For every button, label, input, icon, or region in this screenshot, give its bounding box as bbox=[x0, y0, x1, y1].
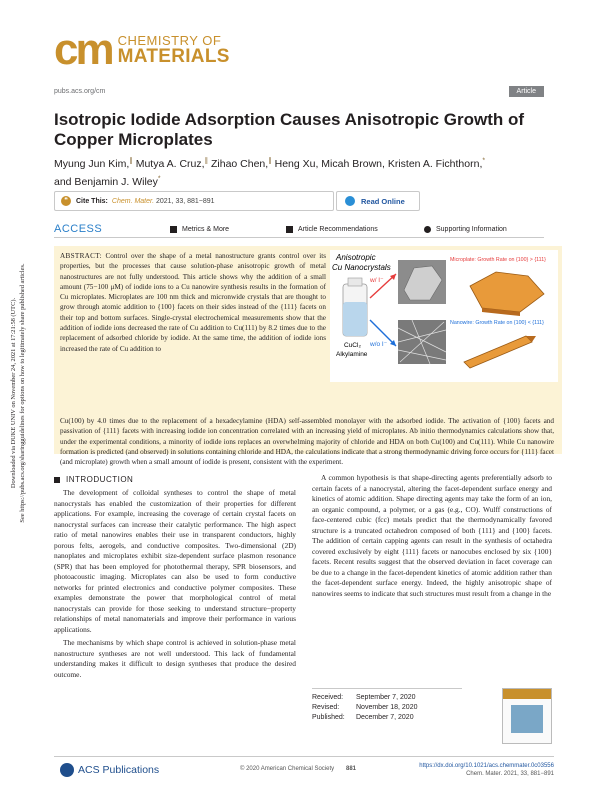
doi-link[interactable]: https://dx.doi.org/10.1021/acs.chemmater.0c03556 bbox=[419, 763, 554, 769]
introduction-heading: INTRODUCTION bbox=[54, 475, 133, 484]
reagent-label-1: CuCl₂ bbox=[344, 342, 361, 349]
access-bar bbox=[54, 223, 544, 238]
cite-this-box[interactable] bbox=[54, 191, 334, 211]
logo-line-1: CHEMISTRY OF bbox=[117, 33, 222, 48]
logo-mark: cm bbox=[54, 25, 112, 74]
reagent-label-2: Alkylamine bbox=[336, 351, 368, 358]
acs-publications-logo[interactable]: ACS Publications bbox=[60, 763, 159, 777]
doi-block bbox=[419, 762, 554, 778]
abstract-text-left: ABSTRACT: Control over the shape of a metal nanostructure grants control over its properties, but the processes that cause solution-phase anisotropic growth of metal nanostructures are not fully understood. This article shows why the addition of a small amount (75−100 μM) of iodide ions to a Cu nanowire synthesis results in the formation of Cu microplates. Microplates are 100 nm thick and micronwide crystals that are thought to grow through atomic addition to {100} facets on their sides instead of the {111} facets on their top and bottom surfaces. Single-crystal electrochemical measurements show that the addition of iodide ions decreased the rate of Cu addition to Cu(111) by 8.2 times due to the replacement of adsorbed chloride by iodide. At the same time, the addition of iodide ions increased the rate of Cu addition to bbox=[60, 252, 327, 353]
section-bullet-icon bbox=[54, 477, 60, 483]
toc-graphic bbox=[330, 250, 558, 382]
header-row bbox=[54, 86, 544, 98]
logo-wordmark bbox=[118, 33, 230, 65]
without-iodide-label: w/o I⁻ bbox=[370, 341, 388, 348]
author[interactable]: and Benjamin J. Wiley* bbox=[54, 175, 161, 188]
metrics-link[interactable]: Metrics & More bbox=[170, 226, 229, 233]
acs-logo-icon bbox=[60, 763, 74, 777]
journal-logo[interactable] bbox=[54, 25, 230, 74]
toc-heading-1: Anisotropic bbox=[336, 253, 376, 262]
toc-heading-2: Cu Nanocrystals bbox=[332, 263, 391, 272]
abstract-text-full: Cu(100) by 4.0 times due to the replacement of a hexadecylamine (HDA) self-assembled monolayer with the adsorbed iodide. The activation of {100} facets and passivation of {111} facets with increasing iodide ion concentration correlated with an increasing yield of microplates. Ab initio thermodynamics calculations show that, under the experimental conditions, a minority of iodide ions replaces an overwhelming majority of chloride and HDA on both Cu(100) and Cu(111). While Cu nanowire formation is predicted (and observed) in solutions containing chloride and HDA, the calculations indicate that a strong thermodynamic driving force occurs for {111} facet (and microplate) growth when a small amount of iodide is present, consistent with the experiment. bbox=[60, 417, 554, 467]
author[interactable]: Myung Jun Kim,∥ bbox=[54, 157, 133, 170]
flask-icon bbox=[343, 278, 367, 336]
document-icon bbox=[286, 226, 293, 233]
quote-icon: ❝ bbox=[61, 196, 71, 206]
author-list bbox=[54, 153, 554, 190]
globe-icon bbox=[345, 196, 355, 206]
supporting-info-link[interactable]: Supporting Information bbox=[424, 226, 507, 233]
page-number: 881 bbox=[346, 766, 357, 772]
journal-cover-thumbnail[interactable] bbox=[502, 688, 552, 744]
cite-label: Cite This: bbox=[76, 197, 108, 205]
cover-image bbox=[511, 705, 543, 733]
author[interactable]: Mutya A. Cruz,∥ bbox=[135, 157, 209, 170]
read-online-label: Read Online bbox=[361, 196, 405, 206]
access-label: ACCESS bbox=[54, 223, 103, 235]
nanowire-label: Nanowire: Growth Rate on {100} < {111} bbox=[450, 320, 544, 326]
intro-paragraph: The mechanisms by which shape control is achieved in solution-phase metal nanostructure syntheses are not well understood. This lack of fundamental understanding makes it difficult to design syntheses that produce the desired outcome. bbox=[54, 638, 296, 679]
copyright: © 2020 American Chemical Society bbox=[240, 766, 335, 772]
download-notice-line-1: Downloaded via DUKE UNIV on November 24, 2021 at 17:21:58 (UTC). bbox=[10, 297, 17, 489]
recommendations-link[interactable]: Article Recommendations bbox=[286, 226, 378, 233]
intro-paragraph: A common hypothesis is that shape-directing agents preferentially adsorb to certain facets of a nanocrystal, altering the facet-dependent surface energy and kinetics of atomic addition. Shape directing agents may take the form of an ion, an organic compound, a polymer, or a gas (e.g., CO). Wulff constructions of face-centered cubic (fcc) metals predict that the thermodynamically favored structure is a truncated octahedron composed of both {111} and {100} facets. The addition of certain capping agents can result in the synthesis of octahedra covered exclusively by eight {111} facets or nanocubes enclosed by six {100} facets. Recent results suggest that the observed deviation in facet coverage can be due to a change in the facet-dependent kinetics of atomic addition rather than the facet-dependent surface energy. Indeed, the highly anisotropic shape of nanowires seems to indicate that such structures must result from a change in the bbox=[312, 473, 552, 598]
microplate-label: Microplate: Growth Rate on {100} > {111} bbox=[450, 257, 546, 263]
download-notice bbox=[4, 213, 32, 573]
logo-line-2: MATERIALS bbox=[117, 46, 230, 67]
cover-header bbox=[503, 689, 551, 699]
article-type-badge: Article bbox=[509, 86, 544, 97]
article-title: Isotropic Iodide Adsorption Causes Anisotropic Growth of Copper Microplates bbox=[54, 110, 525, 149]
read-online-button[interactable] bbox=[336, 191, 420, 211]
author[interactable]: Zihao Chen,∥ bbox=[210, 157, 272, 170]
bar-chart-icon bbox=[170, 226, 177, 233]
intro-right-column bbox=[312, 473, 552, 599]
info-icon bbox=[424, 226, 431, 233]
date-row: Revised: November 18, 2020 bbox=[312, 704, 418, 711]
date-row: Received: September 7, 2020 bbox=[312, 694, 416, 701]
publication-dates bbox=[312, 688, 462, 723]
page-footer bbox=[54, 756, 554, 778]
date-row: Published: December 7, 2020 bbox=[312, 714, 414, 721]
journal-url[interactable]: pubs.acs.org/cm bbox=[54, 88, 106, 95]
download-notice-line-2[interactable]: See https://pubs.acs.org/sharingguidelines for options on how to legitimately share published articles. bbox=[19, 263, 26, 523]
cite-reference: Chem. Mater. 2021, 33, 881−891 bbox=[111, 197, 215, 205]
author[interactable]: Heng Xu, Micah Brown, Kristen A. Fichthorn,* bbox=[274, 157, 486, 170]
intro-paragraph: The development of colloidal syntheses to control the shape of metal nanocrystals has enabled the customization of their properties for different applications. For example, increasing the coverage of certain crystal facets on nanocrystal surfaces can increase their catalytic performance. The high aspect ratio of metal nanowires enables their use in transparent conductors, highly porous felts, aerogels, and conductive composites. Two-dimensional (2D) nanoplates and microplates exhibit size-dependent surface plasmon resonance (SPR) that has been employed for photothermal therapy, SPR biosensors, and photoacoustic imaging. Microplates can also be used to form conductive networks for printed electronics and conductive polymer composites. These examples demonstrate the power that morphological control of metal nanocrystals can provide for those seeking to understand structure−property relationships of metal nanomaterials and improve their performance in various applications. bbox=[54, 488, 296, 634]
intro-left-column bbox=[54, 488, 296, 680]
with-iodide-label: w/ I⁻ bbox=[370, 277, 384, 284]
footer-citation: Chem. Mater. 2021, 33, 881−891 bbox=[466, 771, 554, 777]
